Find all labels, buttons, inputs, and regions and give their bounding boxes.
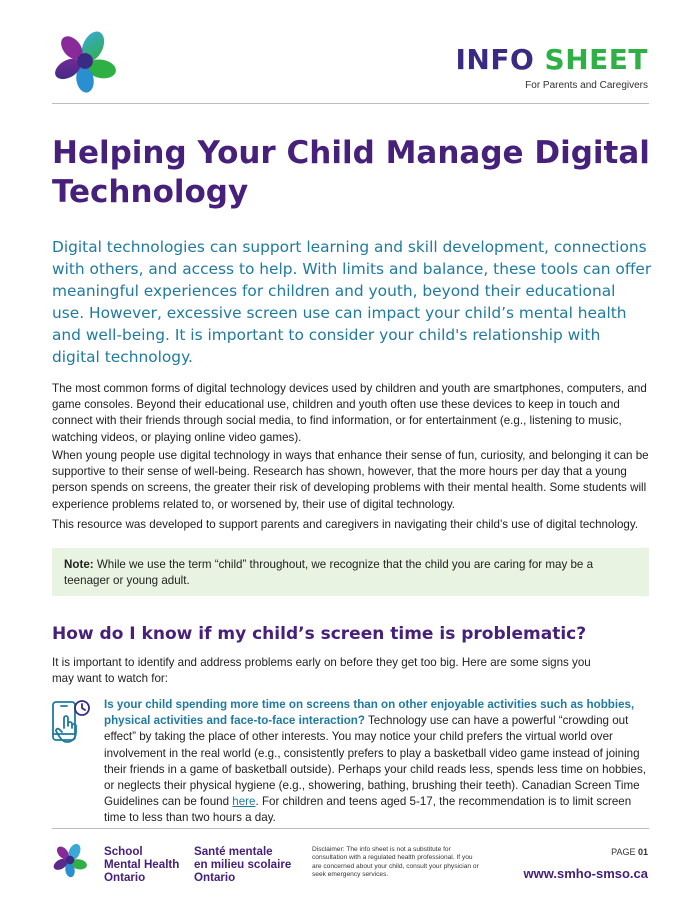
section-intro: It is important to identify and address problems early on before they get too big. Here are some signs you may want to watch for: (52, 656, 591, 686)
info-sheet-title (456, 43, 648, 76)
org-fr-line-1: Santé mentale (194, 845, 273, 858)
page-title: Helping Your Child Manage Digital Technology (52, 135, 650, 210)
bullet-body: Technology use can have a powerful “crowding out effect” by taking the place of other interests. You may notice your child prefers the virtual world over involvement in the real world (e.g., consistently prefers to play a basketball video game instead of joining their friends in a game of basketball outside). Perhaps your child reads less, spends less time on hobbies, or neglects their physical hygiene (e.g., showering, bathing, brushing their teeth). Canadian Screen Time Guidelines can be found (104, 714, 646, 809)
note-label: Note: (64, 558, 94, 571)
org-en-line-1: School (104, 845, 143, 858)
disclaimer: Disclaimer: The info sheet is not a substitute for consultation with a regulated health professional. If you are concerned about your child, consult your physician or seek emergency services. (312, 846, 479, 879)
org-en-line-3: Ontario (104, 871, 146, 884)
page-number-value: 01 (637, 847, 648, 857)
intro-paragraph: Digital technologies can support learning and skill development, connections with others, and access to help. With limits and balance, these tools can offer meaningful experiences for children and youth, beyond their educational use. However, excessive screen use can impact your child’s mental health and well-being. It is important to consider your child's relationship with digital technology. (52, 238, 652, 366)
org-fr-line-2: en milieu scolaire (194, 858, 292, 871)
page-label: PAGE (611, 847, 636, 857)
info-word: INFO (455, 43, 535, 76)
bullet-tail: . For children and teens aged 5-17, the recommendation is to limit screen time to less than two hours a day. (104, 795, 632, 825)
screen-time-bullet (104, 697, 652, 827)
org-en-line-2: Mental Health (104, 858, 180, 871)
info-sheet-subtitle: For Parents and Caregivers (525, 80, 648, 91)
org-name-english (104, 845, 179, 884)
website-url: www.smho-smso.ca (523, 866, 648, 881)
bullet-lead: Is your child spending more time on screens than on other enjoyable activities such as hobbies, physical activities and face-to-face interaction? (104, 698, 635, 728)
note-text (64, 557, 639, 589)
footer-divider (52, 828, 649, 829)
page-number (611, 847, 648, 857)
org-name-french (194, 845, 291, 884)
sheet-word: SHEET (544, 43, 648, 76)
phone-screen-time-icon (50, 698, 92, 746)
org-fr-line-3: Ontario (194, 871, 236, 884)
note-box (52, 548, 649, 596)
header-divider (52, 103, 649, 104)
smho-logo-icon (52, 28, 118, 94)
body-paragraph-2: When young people use digital technology in ways that enhance their sense of fun, curiosity, and belonging it can be supportive to their sense of well-being. Research has shown, however, that the more hours per day that a young person spends on screens, the greater their risk of developing problems with their mental health. Some students will experience problems related to, or worsened by, their use of digital technology. (52, 449, 649, 511)
note-body: While we use the term “child” throughout, we recognize that the child you are caring for may be a teenager or young adult. (64, 558, 594, 588)
body-paragraph-3: This resource was developed to support parents and caregivers in navigating their child’s use of digital technology. (52, 518, 639, 531)
body-paragraph-1: The most common forms of digital technology devices used by children and youth are smartphones, computers, and game consoles. Beyond their educational use, children and youth often use these devices to keep in touch and connect with their friends through social media, to find information, or for entertainment (e.g., listening to music, watching videos, or playing online video games). (52, 382, 647, 444)
smho-footer-logo-icon (52, 842, 88, 878)
section-heading: How do I know if my child’s screen time is problematic? (52, 624, 587, 644)
guidelines-link[interactable]: here (232, 795, 256, 809)
